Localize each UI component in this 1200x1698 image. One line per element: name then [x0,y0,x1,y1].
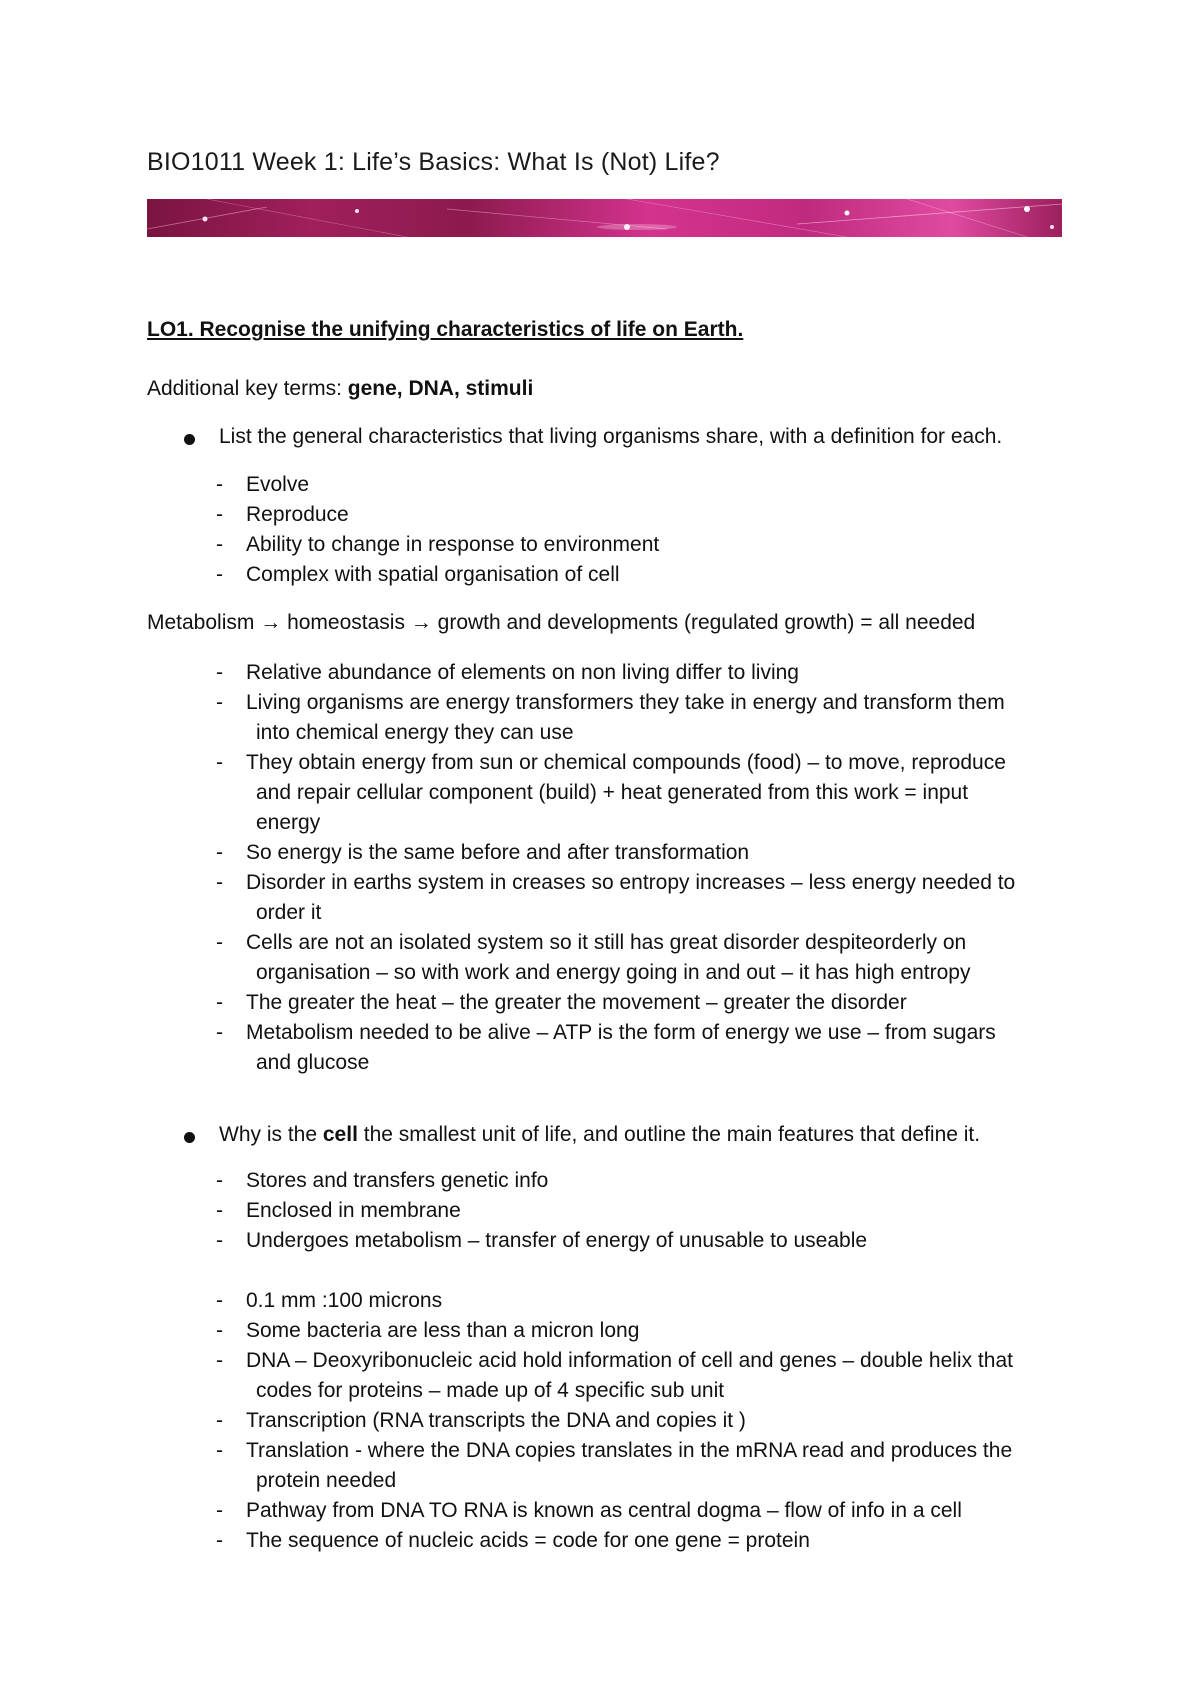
list-item-text: Pathway from DNA TO RNA is known as central dogma – flow of info in a cell [246,1499,962,1522]
dash-marker: - [216,931,223,954]
dash-marker: - [216,1021,223,1044]
dash-marker: - [216,1529,223,1552]
list-item-text: Stores and transfers genetic info [246,1169,549,1192]
dash-marker: - [216,1409,223,1432]
key-terms-label: Additional key terms: [147,377,342,400]
list-item-text: 0.1 mm :100 microns [246,1289,443,1312]
list-item-text: The sequence of nucleic acids = code for one gene = protein [246,1529,810,1552]
dash-marker: - [216,1499,223,1522]
list-item-text: Complex with spatial organisation of cell [246,563,620,586]
bullet-dot-icon [184,434,195,445]
dash-marker: - [216,1229,223,1252]
list-item-text: Ability to change in response to environment [246,533,660,556]
list-item-continuation: order it [256,901,322,924]
question-bold-term: cell [322,1123,358,1146]
list-item-text: Evolve [246,473,310,496]
banner-decoration [147,199,1062,237]
learning-objective-heading: LO1. Recognise the unifying characteristics of life on Earth. [147,318,744,341]
list-item-text: Reproduce [246,503,349,526]
list-item-text: Metabolism needed to be alive – ATP is the form of energy we use – from sugars [246,1021,996,1044]
list-item-text: The greater the heat – the greater the movement – greater the disorder [246,991,907,1014]
list-item-continuation: and repair cellular component (build) + heat generated from this work = input [256,781,969,804]
arrow-icon: → [410,611,432,634]
homeostasis-word: homeostasis [287,611,405,634]
dash-marker: - [216,563,223,586]
list-item-text: Cells are not an isolated system so it still has great disorder despiteorderly on [246,931,967,954]
list-item-continuation: organisation – so with work and energy going in and out – it has high entropy [256,961,971,984]
question-text-end: the smallest unit of life, and outline the main features that define it. [357,1123,981,1146]
list-item-text: Some bacteria are less than a micron long [246,1319,640,1342]
list-item-text: They obtain energy from sun or chemical compounds (food) – to move, reproduce [246,751,1006,774]
dash-marker: - [216,1349,223,1372]
document-title: BIO1011 Week 1: Life’s Basics: What Is (Not) Life? [147,148,720,176]
list-item-continuation: and glucose [256,1051,370,1074]
list-item-text: DNA – Deoxyribonucleic acid hold information of cell and genes – double helix that [246,1349,1013,1372]
list-item-continuation: codes for proteins – made up of 4 specific sub unit [256,1379,725,1402]
dash-marker: - [216,991,223,1014]
list-item-text: Enclosed in membrane [246,1199,461,1222]
list-item-continuation: energy [256,811,321,834]
list-item-text: Undergoes metabolism – transfer of energy of unusable to useable [246,1229,868,1252]
question-text [219,1123,980,1147]
header-banner-image [147,199,1062,237]
dash-marker: - [216,1289,223,1312]
list-item-text: Disorder in earths system in creases so entropy increases – less energy needed to [246,871,1016,894]
dash-marker: - [216,1319,223,1342]
metabolism-line [147,611,975,635]
key-terms-list: gene, DNA, stimuli [347,377,534,400]
list-item-text: Relative abundance of elements on non living differ to living [246,661,799,684]
arrow-icon: → [260,611,282,634]
question-text: List the general characteristics that living organisms share, with a definition for each. [219,425,1003,448]
dash-marker: - [216,1169,223,1192]
dash-marker: - [216,751,223,774]
list-item-text: Living organisms are energy transformers they take in energy and transform them [246,691,1005,714]
list-item-text: So energy is the same before and after transformation [246,841,750,864]
list-item-text: Translation - where the DNA copies translates in the mRNA read and produces the [246,1439,1013,1462]
key-terms-line [147,377,533,401]
dash-marker: - [216,1199,223,1222]
dash-marker: - [216,841,223,864]
dash-marker: - [216,503,223,526]
bullet-dot-icon [184,1132,195,1143]
dash-marker: - [216,871,223,894]
dash-marker: - [216,473,223,496]
question-text-start: Why is the [219,1123,323,1146]
list-item-text: Transcription (RNA transcripts the DNA and copies it ) [246,1409,746,1432]
growth-text: growth and developments (regulated growth) = all needed [437,611,976,634]
dash-marker: - [216,691,223,714]
list-item-continuation: protein needed [256,1469,397,1492]
dash-marker: - [216,533,223,556]
dash-marker: - [216,661,223,684]
list-item-continuation: into chemical energy they can use [256,721,574,744]
metabolism-word: Metabolism [147,611,255,634]
dash-marker: - [216,1439,223,1462]
